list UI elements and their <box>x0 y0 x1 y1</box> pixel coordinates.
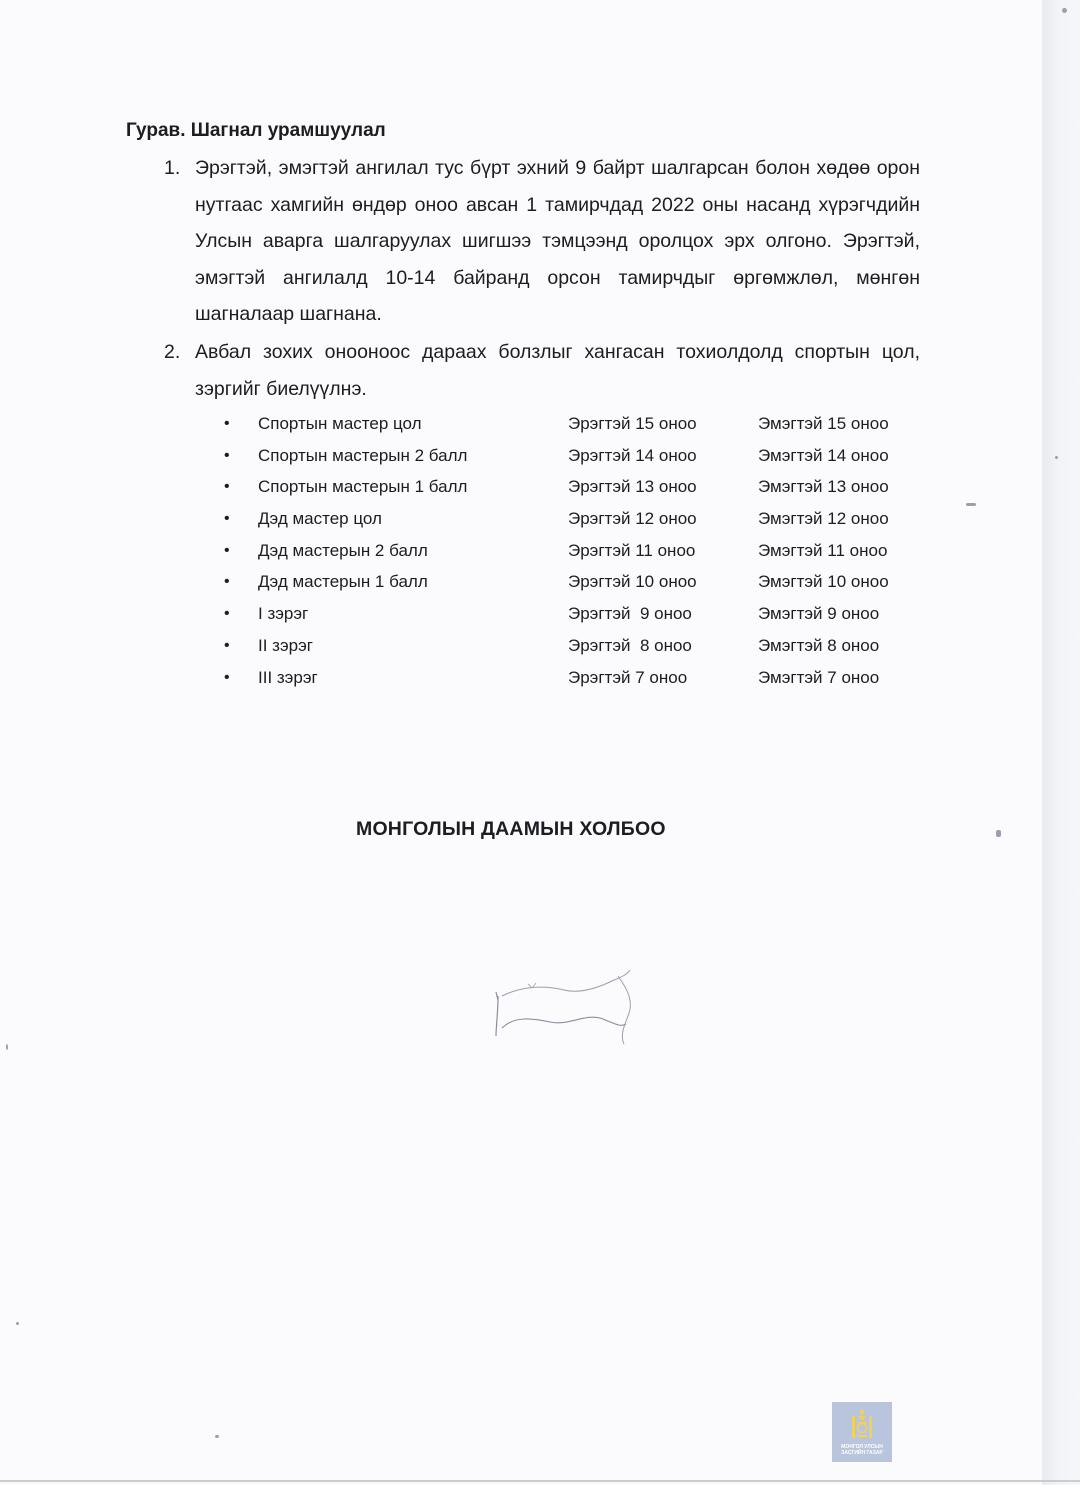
item-text: Авбал зохих онооноос дараах болзлыг хангасан тохиолдолд спортын цол, зэргийг биелүүлнэ. <box>195 341 920 400</box>
female-points: Эмэгтэй 13 оноо <box>758 477 889 497</box>
rank-title: Спортын мастер цол <box>258 414 422 433</box>
rank-title: Дэд мастер цол <box>258 509 382 529</box>
bullet-icon: • <box>224 605 230 623</box>
male-points: Эрэгтэй 14 оноо <box>568 445 697 465</box>
section-heading: Гурав. Шагнал урамшуулал <box>126 120 386 141</box>
rank-title: I зэрэг <box>258 604 309 624</box>
rank-requirements-list <box>220 408 920 693</box>
female-points: Эмэгтэй 7 оноо <box>758 667 880 687</box>
scan-speck <box>215 1435 219 1438</box>
scan-speck <box>1055 456 1058 459</box>
rank-row <box>220 630 920 662</box>
item-text: Эрэгтэй, эмэгтэй ангилал тус бүрт эхний 9 байрт шалгарсан болон хөдөө орон нутгаас хамгийн өндөр оноо авсан 1 тамирчдад 2022 оны насанд хүрэгчдийн Улсын аварга шалгаруулах шигшээ тэмцээнд оролцох эрх олгоно. Эрэгтэй, эмэгтэй ангилалд 10-14 байранд орсон тамирчдыг өргөмжлөл, мөнгөн шагналаар шагнана. <box>195 157 920 325</box>
rank-row <box>220 662 920 694</box>
scan-speck <box>6 1044 8 1050</box>
rank-row <box>220 566 920 598</box>
male-points: Эрэгтэй 7 оноо <box>568 667 688 687</box>
soyombo-emblem-icon <box>850 1408 874 1442</box>
female-points: Эмэгтэй 10 оноо <box>758 572 889 592</box>
bullet-icon: • <box>224 478 230 496</box>
rank-title: Дэд мастерын 1 балл <box>258 572 428 592</box>
male-points: Эрэгтэй 9 оноо <box>568 604 692 624</box>
rank-title: Спортын мастерын 2 балл <box>258 445 468 465</box>
signature-icon <box>488 966 640 1048</box>
male-points: Эрэгтэй 12 оноо <box>568 509 697 529</box>
bullet-icon: • <box>224 541 230 559</box>
scan-speck <box>1062 8 1067 13</box>
female-points: Эмэгтэй 11 оноо <box>758 540 888 560</box>
bullet-icon: • <box>224 573 230 591</box>
female-points: Эмэгтэй 8 оноо <box>758 635 880 655</box>
female-points: Эмэгтэй 14 оноо <box>758 445 889 465</box>
rank-title: Спортын мастерын 1 балл <box>258 477 468 497</box>
page-bottom-border <box>0 1480 1080 1482</box>
bullet-icon: • <box>224 668 230 686</box>
bullet-icon: • <box>224 510 230 528</box>
bullet-icon: • <box>224 446 230 464</box>
stamp-text-line2: ЗАСГИЙН ГАЗАР <box>841 1450 883 1456</box>
page-edge-shadow <box>1042 0 1080 1485</box>
stamp-text-line1: МОНГОЛ УЛСЫН <box>841 1444 883 1450</box>
female-points: Эмэгтэй 9 оноо <box>758 604 880 624</box>
rank-row <box>220 503 920 535</box>
female-points: Эмэгтэй 15 оноо <box>758 414 889 433</box>
bullet-icon: • <box>224 636 230 654</box>
numbered-item-1 <box>160 150 920 333</box>
rank-row <box>220 471 920 503</box>
item-number: 2. <box>164 341 181 363</box>
male-points: Эрэгтэй 8 оноо <box>568 635 692 655</box>
male-points: Эрэгтэй 10 оноо <box>568 572 697 592</box>
rank-row <box>220 440 920 472</box>
organization-name: МОНГОЛЫН ДААМЫН ХОЛБОО <box>356 818 666 840</box>
scan-speck <box>966 503 976 506</box>
male-points: Эрэгтэй 15 оноо <box>568 414 697 433</box>
rank-row <box>220 535 920 567</box>
scan-speck <box>996 830 1001 837</box>
numbered-item-2 <box>160 334 920 407</box>
stamp-text <box>832 1444 892 1456</box>
government-stamp <box>832 1402 892 1462</box>
rank-row <box>220 408 920 440</box>
male-points: Эрэгтэй 11 оноо <box>568 540 696 560</box>
female-points: Эмэгтэй 12 оноо <box>758 509 889 529</box>
item-number: 1. <box>164 157 181 179</box>
rank-title: III зэрэг <box>258 667 318 687</box>
bullet-icon: • <box>224 415 230 432</box>
scan-speck <box>16 1322 19 1325</box>
rank-title: II зэрэг <box>258 635 313 655</box>
male-points: Эрэгтэй 13 оноо <box>568 477 697 497</box>
rank-title: Дэд мастерын 2 балл <box>258 540 428 560</box>
rank-row <box>220 598 920 630</box>
